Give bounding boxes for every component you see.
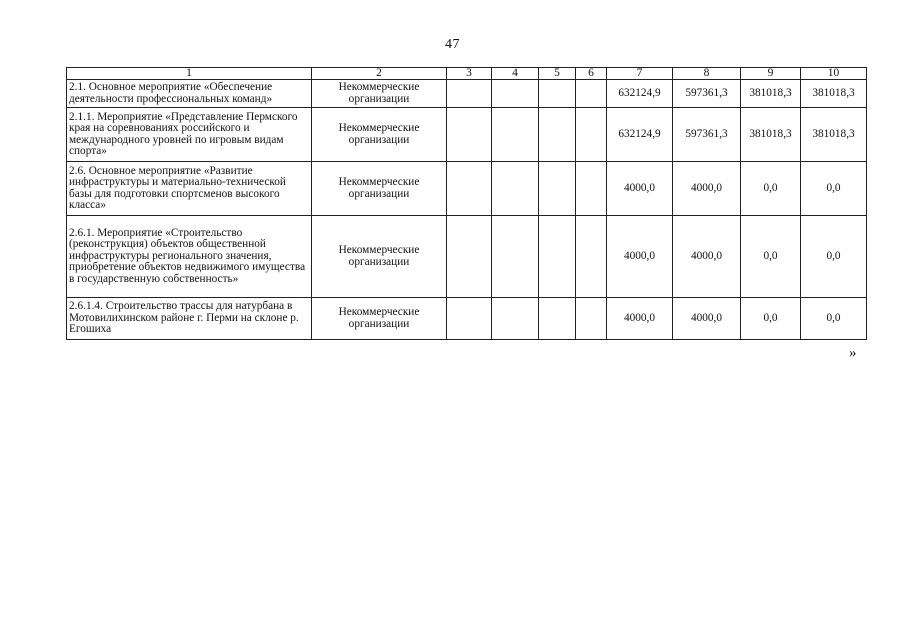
cell-10: 0,0 [801,216,867,298]
cell-4 [492,162,539,216]
executor: Некоммерческие организации [312,162,447,216]
cell-6 [576,80,607,108]
executor: Некоммерческие организации [312,216,447,298]
cell-8: 4000,0 [673,298,741,340]
cell-9: 0,0 [741,162,801,216]
column-header: 3 [447,68,492,80]
program-table [66,67,867,340]
cell-9: 0,0 [741,298,801,340]
activity-name: 2.6.1. Мероприятие «Строительство (реконструкция) объектов общественной инфраструктуры регионального значения, приобретение объектов недвижимого имущества в государственную собственность» [67,216,312,298]
activity-name: 2.6.1.4. Строительство трассы для натурбана в Мотовилихинском районе г. Перми на склоне р. Егошиха [67,298,312,340]
cell-7: 4000,0 [607,298,673,340]
cell-5 [539,80,576,108]
cell-9: 381018,3 [741,80,801,108]
cell-9: 0,0 [741,216,801,298]
column-header: 2 [312,68,447,80]
cell-8: 597361,3 [673,108,741,162]
cell-7: 632124,9 [607,108,673,162]
cell-6 [576,298,607,340]
cell-4 [492,298,539,340]
table-row [67,108,867,162]
cell-7: 632124,9 [607,80,673,108]
closing-quote: » [849,345,857,361]
cell-4 [492,216,539,298]
cell-6 [576,162,607,216]
executor: Некоммерческие организации [312,108,447,162]
cell-4 [492,80,539,108]
cell-10: 0,0 [801,162,867,216]
activity-name: 2.1.1. Мероприятие «Представление Пермского края на соревнованиях российского и международного уровней по игровым видам спорта» [67,108,312,162]
cell-5 [539,162,576,216]
cell-6 [576,216,607,298]
column-header: 1 [67,68,312,80]
cell-8: 4000,0 [673,216,741,298]
cell-10: 381018,3 [801,80,867,108]
cell-7: 4000,0 [607,162,673,216]
table-row [67,298,867,340]
column-header: 7 [607,68,673,80]
cell-5 [539,216,576,298]
cell-7: 4000,0 [607,216,673,298]
cell-3 [447,298,492,340]
cell-10: 0,0 [801,298,867,340]
table-row [67,216,867,298]
cell-3 [447,80,492,108]
cell-8: 597361,3 [673,80,741,108]
cell-5 [539,298,576,340]
table-header-row [67,68,867,80]
cell-3 [447,162,492,216]
activity-name: 2.1. Основное мероприятие «Обеспечение деятельности профессиональных команд» [67,80,312,108]
cell-10: 381018,3 [801,108,867,162]
activity-name: 2.6. Основное мероприятие «Развитие инфраструктуры и материально-технической базы для подготовки спортсменов высокого класса» [67,162,312,216]
table-row [67,80,867,108]
cell-4 [492,108,539,162]
page-number: 47 [445,37,460,52]
cell-9: 381018,3 [741,108,801,162]
cell-6 [576,108,607,162]
executor: Некоммерческие организации [312,80,447,108]
column-header: 9 [741,68,801,80]
column-header: 4 [492,68,539,80]
executor: Некоммерческие организации [312,298,447,340]
cell-3 [447,108,492,162]
column-header: 10 [801,68,867,80]
cell-8: 4000,0 [673,162,741,216]
column-header: 6 [576,68,607,80]
cell-3 [447,216,492,298]
cell-5 [539,108,576,162]
column-header: 5 [539,68,576,80]
table-row [67,162,867,216]
column-header: 8 [673,68,741,80]
